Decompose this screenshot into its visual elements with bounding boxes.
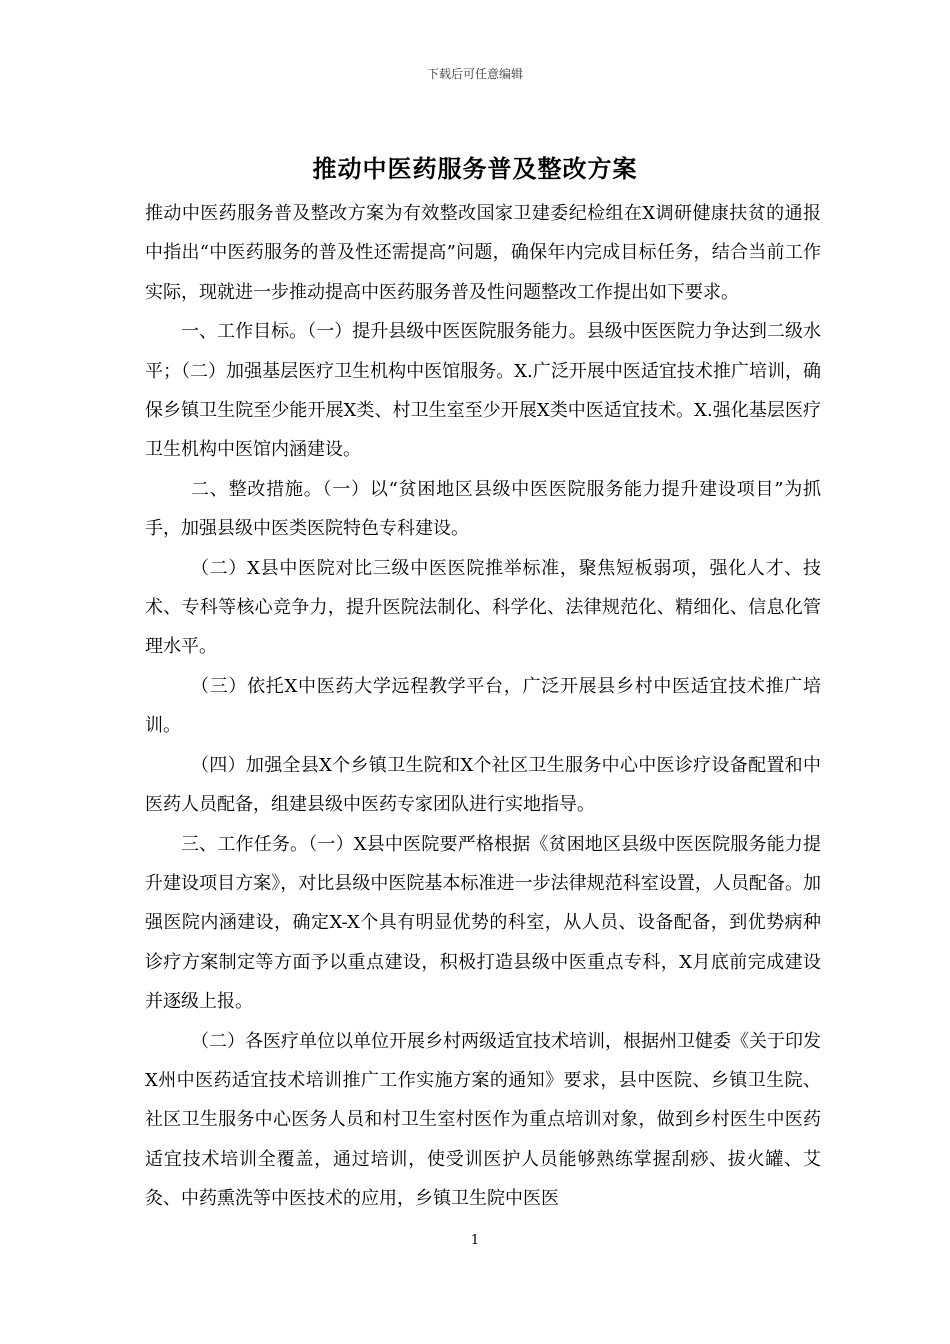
paragraph-measure-2: （二）X县中医院对比三级中医医院推举标准，聚焦短板弱项，强化人才、技术、专科等核心竞争力，提升医院法制化、科学化、法律规范化、精细化、信息化管理水平。 xyxy=(145,557,821,658)
paragraph-task-2: （二）各医疗单位以单位开展乡村两级适宜技术培训，根据州卫健委《关于印发X州中医药适宜技术培训推广工作实施方案的通知》要求，县中医院、乡镇卫生院、社区卫生服务中心医务人员和村卫生室村医作为重点培训对象，做到乡村医生中医药适宜技术培训全覆盖，通过培训，使受训医护人员能够熟练掌握刮痧、拔火罐、艾灸、中药熏洗等中医技术的应用，乡镇卫生院中医医 xyxy=(145,1030,821,1210)
paragraph-measure-4: （四）加强全县X个乡镇卫生院和X个社区卫生服务中心中医诊疗设备配置和中医药人员配备，组建县级中医药专家团队进行实地指导。 xyxy=(145,754,821,816)
page-number: 1 xyxy=(470,1233,480,1248)
page-header-note: 下载后可任意编辑 xyxy=(426,67,523,81)
document-title: 推动中医药服务普及整改方案 xyxy=(312,154,638,183)
paragraph-work-tasks: 三、工作任务。（一）X县中医院要严格根据《贫困地区县级中医医院服务能力提升建设项目方案》，对比县级中医院基本标准进一步法律规范科室设置，人员配备。加强医院内涵建设，确定X-X个具有明显优势的科室，从人员、设备配备，到优势病种诊疗方案制定等方面予以重点建设，积极打造县级中医重点专科，X月底前完成建设并逐级上报。 xyxy=(145,833,821,1013)
paragraph-intro: 推动中医药服务普及整改方案为有效整改国家卫建委纪检组在X调研健康扶贫的通报中指出“中医药服务的普及性还需提高”问题，确保年内完成目标任务，结合当前工作实际，现就进一步推动提高中医药服务普及性问题整改工作提出如下要求。 xyxy=(145,203,821,303)
paragraph-measure-3: （三）依托X中医药大学远程教学平台，广泛开展县乡村中医适宜技术推广培训。 xyxy=(145,675,821,737)
paragraph-work-goals: 一、工作目标。（一）提升县级中医医院服务能力。县级中医医院力争达到二级水平；（二）加强基层医疗卫生机构中医馆服务。X.广泛开展中医适宜技术推广培训，确保乡镇卫生院至少能开展X类、村卫生室至少开展X类中医适宜技术。X.强化基层医疗卫生机构中医馆内涵建设。 xyxy=(145,321,821,461)
paragraph-rectification-measures: 二、整改措施。（一）以“贫困地区县级中医医院服务能力提升建设项目”为抓手，加强县级中医类医院特色专科建设。 xyxy=(145,478,821,540)
document-body xyxy=(145,194,821,1219)
